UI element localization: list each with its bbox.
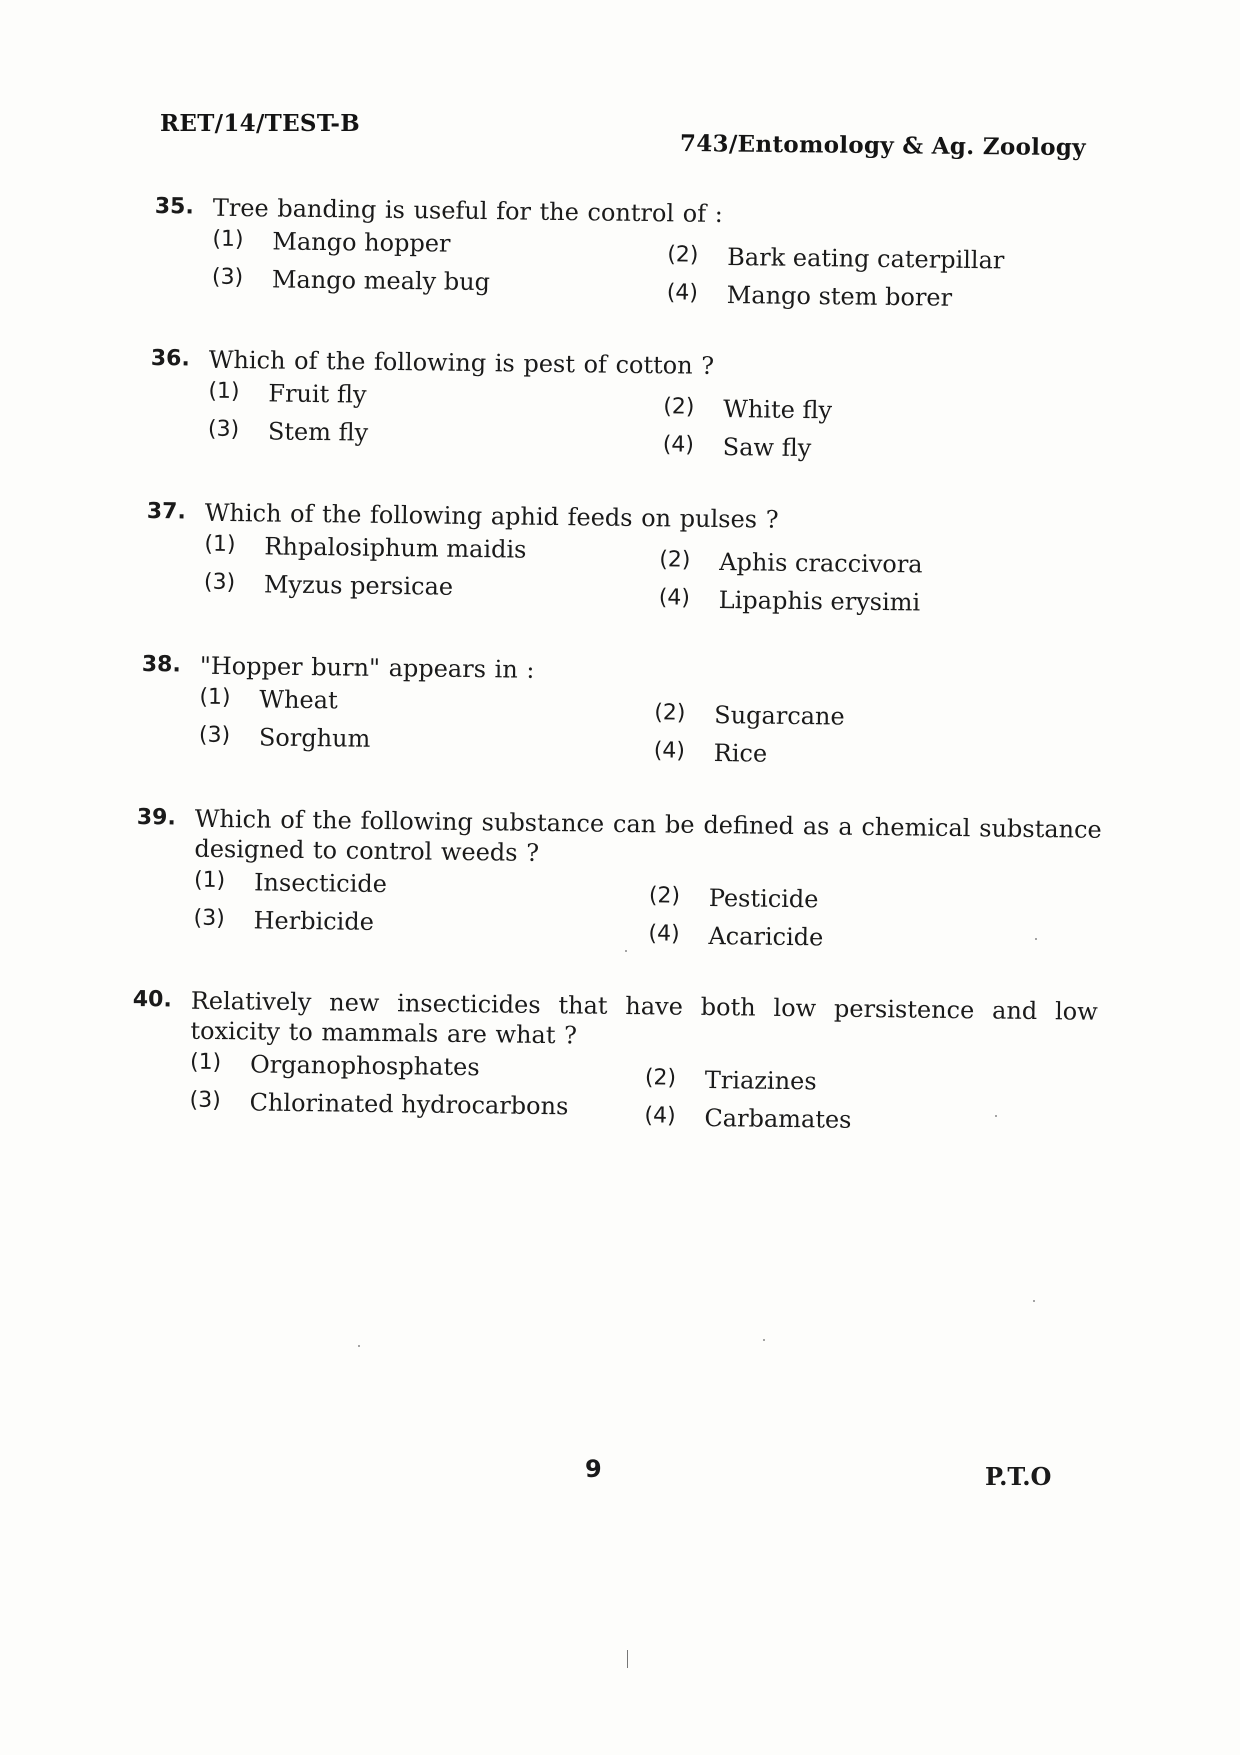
option-text: Insecticide (253, 868, 388, 899)
question-number: 37. (146, 498, 186, 525)
option-text: Mango hopper (272, 227, 451, 258)
question-text: Which of the following is pest of cotton ? (208, 345, 715, 380)
option-number: (4) (662, 432, 695, 458)
option-number: (1) (189, 1049, 222, 1076)
option-number: (1) (212, 226, 244, 253)
question-number: 40. (132, 986, 172, 1013)
option-text: White fly (723, 394, 833, 425)
option-text: Chlorinated hydrocarbons (249, 1088, 569, 1121)
option-number: (2) (663, 394, 695, 420)
option-number: (3) (193, 905, 225, 932)
option-4[interactable] (667, 280, 953, 311)
option-2[interactable] (654, 700, 845, 730)
question-38 (141, 650, 1102, 776)
scan-speck (995, 1115, 997, 1117)
option-number: (1) (199, 684, 231, 711)
option-4[interactable] (654, 738, 768, 767)
question-text: Which of the following substance can be defined as a chemical substance designed to control weeds ? (194, 804, 1102, 867)
option-2[interactable] (667, 242, 1004, 274)
question-number: 39. (136, 804, 176, 831)
question-number: 35. (154, 193, 194, 220)
option-text: Fruit fly (268, 379, 367, 409)
option-1[interactable] (199, 685, 338, 715)
question-text: Relatively new insecticides that have both low persistence and low toxicity to mammals are what ? (190, 986, 1098, 1050)
scan-speck (1033, 1300, 1035, 1302)
scan-speck (358, 1345, 360, 1347)
option-4[interactable] (644, 1103, 851, 1134)
option-4[interactable] (648, 921, 823, 951)
option-number: (4) (653, 738, 686, 764)
question-40 (131, 985, 1098, 1141)
question-37 (146, 497, 1107, 623)
question-39 (135, 803, 1102, 959)
option-text: Carbamates (704, 1103, 852, 1134)
option-text: Mango stem borer (726, 280, 953, 312)
option-list (212, 227, 1115, 318)
option-list (189, 1050, 1097, 1141)
option-number: (4) (658, 585, 691, 611)
question-36 (150, 344, 1111, 470)
option-2[interactable] (663, 394, 832, 424)
option-number: (3) (211, 264, 244, 291)
question-35 (154, 192, 1115, 318)
option-3[interactable] (193, 906, 374, 936)
option-1[interactable] (208, 379, 366, 409)
option-1[interactable] (190, 1050, 480, 1082)
option-number: (2) (654, 700, 686, 726)
option-text: Sorghum (258, 723, 371, 753)
option-text: Bark eating caterpillar (727, 242, 1005, 275)
option-number: (4) (648, 921, 680, 947)
option-list (199, 685, 1102, 776)
option-text: Organophosphates (249, 1050, 480, 1082)
option-text: Rhpalosiphum maidis (264, 532, 527, 564)
question-number: 38. (141, 651, 181, 678)
option-3[interactable] (212, 265, 490, 296)
question-text: Tree banding is useful for the control of : (212, 193, 723, 228)
option-text: Rice (713, 738, 768, 768)
option-number: (1) (208, 378, 240, 405)
option-4[interactable] (659, 585, 921, 616)
option-number: (4) (666, 280, 699, 306)
option-text: Triazines (704, 1065, 817, 1096)
question-number: 36. (150, 345, 190, 372)
scan-speck (1035, 938, 1037, 940)
option-4[interactable] (663, 432, 812, 462)
option-text: Lipaphis erysimi (718, 585, 921, 617)
option-1[interactable] (204, 532, 526, 564)
question-text: "Hopper burn" appears in : (199, 651, 535, 684)
option-text: Myzus persicae (263, 570, 454, 601)
option-text: Saw fly (722, 432, 812, 463)
scan-mark (627, 1650, 628, 1668)
option-3[interactable] (199, 723, 371, 753)
option-3[interactable] (204, 570, 453, 601)
option-number: (3) (189, 1087, 221, 1114)
option-2[interactable] (649, 883, 819, 913)
option-text: Acaricide (708, 921, 824, 952)
option-list (208, 379, 1111, 470)
question-text: Which of the following aphid feeds on pulses ? (204, 498, 779, 534)
option-number: (2) (648, 883, 681, 909)
option-number: (3) (198, 722, 231, 749)
paper-code: RET/14/TEST-B (160, 110, 361, 137)
option-text: Mango mealy bug (271, 265, 491, 297)
scan-speck (763, 1339, 765, 1341)
option-text: Sugarcane (714, 700, 845, 731)
option-number: (1) (204, 531, 236, 558)
please-turn-over: P.T.O (985, 1462, 1052, 1491)
option-number: (2) (644, 1065, 677, 1091)
page-number: 9 (585, 1455, 602, 1483)
option-number: (1) (193, 867, 226, 894)
scan-speck (625, 950, 627, 952)
option-number: (2) (659, 547, 691, 573)
option-number: (3) (207, 416, 240, 443)
option-text: Pesticide (708, 883, 819, 914)
option-text: Stem fly (267, 417, 369, 447)
option-number: (4) (644, 1103, 676, 1129)
option-number: (3) (203, 569, 236, 596)
option-2[interactable] (645, 1065, 817, 1095)
option-number: (2) (667, 242, 699, 268)
option-3[interactable] (189, 1088, 568, 1121)
option-2[interactable] (659, 547, 923, 578)
option-3[interactable] (208, 417, 369, 447)
option-1[interactable] (212, 227, 450, 258)
option-1[interactable] (194, 868, 387, 898)
subject-title: 743/Entomology & Ag. Zoology (679, 130, 1087, 162)
option-text: Wheat (259, 685, 338, 715)
option-list (204, 532, 1107, 623)
option-text: Aphis craccivora (719, 547, 923, 579)
option-list (193, 868, 1101, 959)
option-text: Herbicide (253, 906, 375, 936)
